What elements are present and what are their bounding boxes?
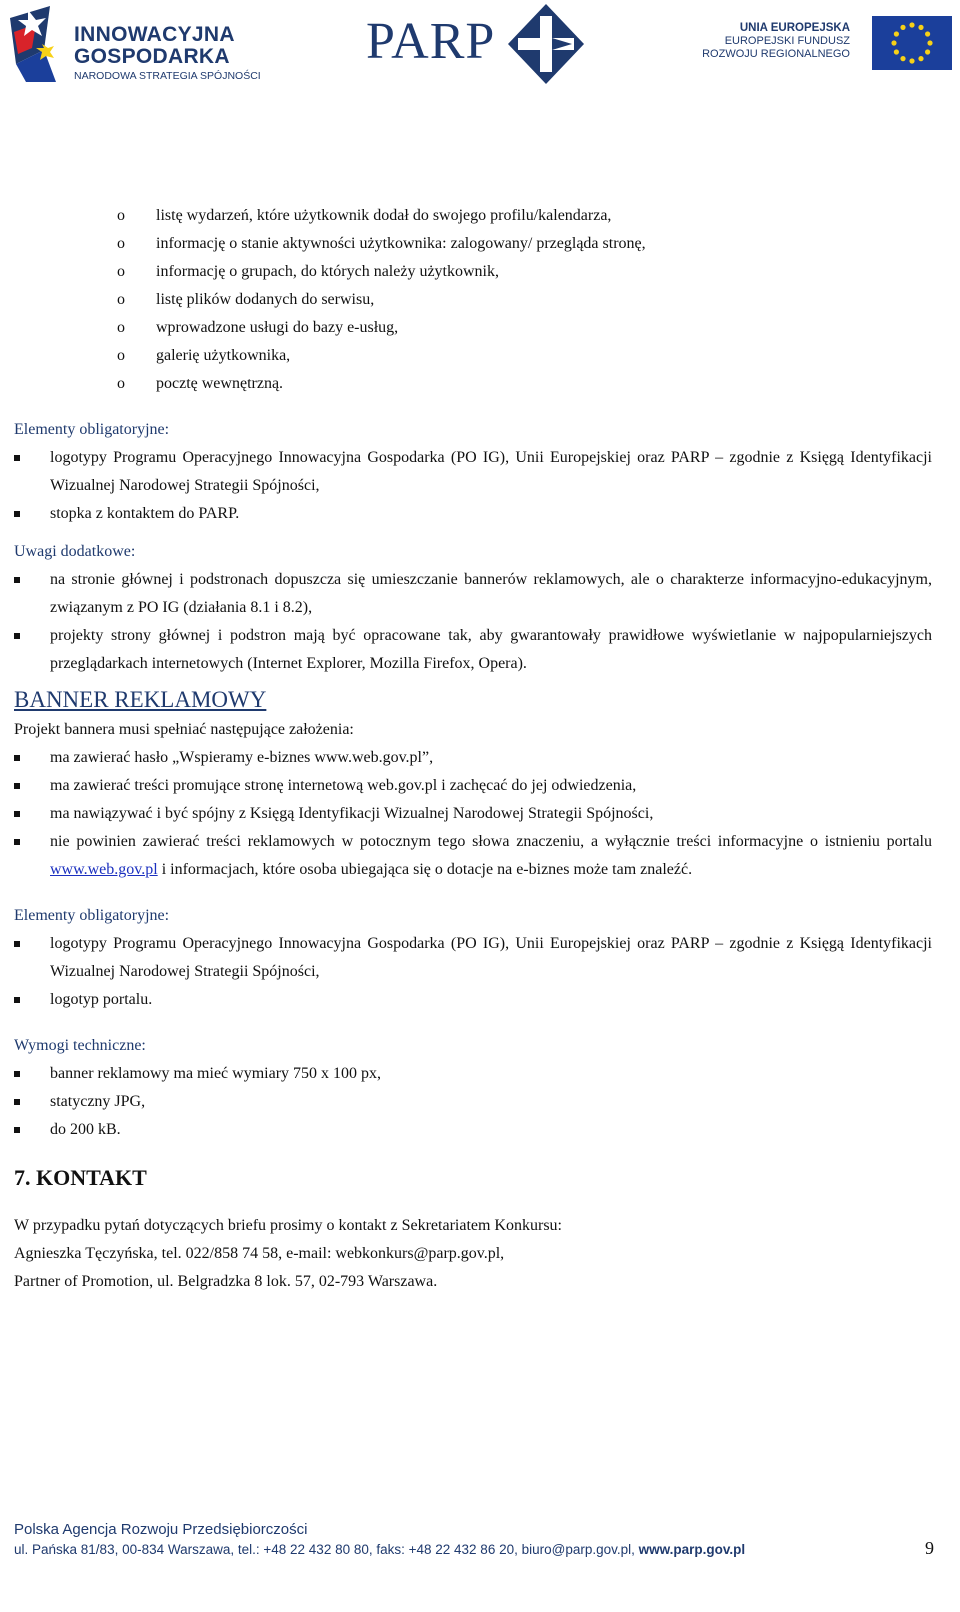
- document-body: [14, 202, 932, 1296]
- list-item: [14, 566, 932, 622]
- list-item: [14, 286, 932, 314]
- eu-logo-text: [702, 22, 850, 61]
- bullet-o-icon: o: [117, 347, 125, 364]
- list-item: [14, 1088, 932, 1116]
- list-item-text: informację o stanie aktywności użytkownika: zalogowany/ przegląda stronę,: [156, 235, 646, 252]
- list-item: [14, 930, 932, 986]
- square-bullet-icon: [14, 1099, 20, 1105]
- parp-logo: [366, 2, 606, 86]
- bullet-o-icon: o: [117, 375, 125, 392]
- list-item-text: banner reklamowy ma mieć wymiary 750 x 100 px,: [50, 1065, 382, 1082]
- eu-flag-icon: [872, 16, 952, 70]
- logo-text-line-1: INNOWACYJNA: [74, 23, 235, 46]
- innowacyjna-gospodarka-mark-icon: [6, 4, 68, 84]
- list-item-text: do 200 kB.: [50, 1121, 121, 1138]
- list-item: [14, 772, 932, 800]
- list-item: [14, 1060, 932, 1088]
- list-item: [14, 370, 932, 398]
- bullet-o-icon: o: [117, 291, 125, 308]
- list-item-text: ma zawierać treści promujące stronę internetową web.gov.pl i zachęcać do jej odwiedzenia,: [50, 777, 637, 794]
- innowacyjna-gospodarka-logo: [6, 4, 261, 84]
- banner-section-title: BANNER REKLAMOWY: [14, 687, 267, 712]
- list-item-text: logotyp portalu.: [50, 991, 153, 1008]
- footer-website: www.parp.gov.pl: [638, 1542, 746, 1557]
- eu-line-2: EUROPEJSKI FUNDUSZ: [724, 35, 850, 47]
- square-bullet-icon: [14, 997, 20, 1003]
- square-bullet-icon: [14, 839, 20, 845]
- section-heading-technical: Wymogi techniczne:: [14, 1037, 146, 1054]
- section-heading-notes: Uwagi dodatkowe:: [14, 543, 136, 560]
- eu-line-1: UNIA EUROPEJSKA: [739, 22, 850, 34]
- list-item: [14, 258, 932, 286]
- square-bullet-icon: [14, 755, 20, 761]
- list-item: [14, 444, 932, 500]
- list-item-text: projekty strony głównej i podstron mają być opracowane tak, aby gwarantowały prawidłowe wyświetlanie w najpopularniejszych przeglądarkach internetowych (Internet Explorer, Mozilla Firefox, Opera).: [50, 627, 932, 672]
- list-item: [14, 986, 932, 1014]
- contact-line: Partner of Promotion, ul. Belgradzka 8 lok. 57, 02-793 Warszawa.: [14, 1273, 438, 1290]
- contact-line: Agnieszka Tęczyńska, tel. 022/858 74 58, e-mail: webkonkurs@parp.gov.pl,: [14, 1245, 505, 1262]
- logo-text-line-3: NARODOWA STRATEGIA SPÓJNOŚCI: [74, 70, 261, 82]
- section-heading-mandatory-banner: Elementy obligatoryjne:: [14, 907, 170, 924]
- bullet-o-icon: o: [117, 263, 125, 280]
- square-bullet-icon: [14, 455, 20, 461]
- section-heading-mandatory: Elementy obligatoryjne:: [14, 421, 170, 438]
- square-bullet-icon: [14, 577, 20, 583]
- contact-section-title: 7. KONTAKT: [14, 1165, 147, 1190]
- contact-line: W przypadku pytań dotyczących briefu prosimy o kontakt z Sekretariatem Konkursu:: [14, 1217, 562, 1234]
- page-number: 9: [925, 1538, 934, 1558]
- square-bullet-icon: [14, 941, 20, 947]
- square-bullet-icon: [14, 511, 20, 517]
- list-item-text: logotypy Programu Operacyjnego Innowacyjna Gospodarka (PO IG), Unii Europejskiej oraz PARP – zgodnie z Księgą Identyfikacji Wizualnej Narodowej Strategii Spójności,: [50, 935, 932, 980]
- page-footer: [14, 1520, 944, 1560]
- parp-wordmark: PARP: [366, 13, 496, 70]
- footer-address-text: ul. Pańska 81/83, 00-834 Warszawa, tel.: +48 22 432 80 80, faks: +48 22 432 86 20, biuro@parp.gov.pl,: [14, 1542, 639, 1557]
- list-item-text: listę wydarzeń, które użytkownik dodał do swojego profilu/kalendarza,: [156, 207, 612, 224]
- page-header: [0, 0, 960, 92]
- list-item-text: logotypy Programu Operacyjnego Innowacyjna Gospodarka (PO IG), Unii Europejskiej oraz PARP – zgodnie z Księgą Identyfikacji Wizualnej Narodowej Strategii Spójności,: [50, 449, 932, 494]
- list-item-text: wprowadzone usługi do bazy e-usług,: [156, 319, 399, 336]
- list-item-text: listę plików dodanych do serwisu,: [156, 291, 375, 308]
- banner-intro: Projekt bannera musi spełniać następujące założenia:: [14, 721, 354, 738]
- footer-organization: Polska Agencja Rozwoju Przedsiębiorczości: [14, 1521, 308, 1538]
- list-item: [14, 342, 932, 370]
- square-bullet-icon: [14, 1071, 20, 1077]
- list-item: [14, 314, 932, 342]
- list-item-text: ma zawierać hasło „Wspieramy e-biznes www.web.gov.pl”,: [50, 749, 434, 766]
- parp-diamond-icon: [506, 2, 586, 86]
- list-item: [14, 744, 932, 772]
- list-item-text: pocztę wewnętrzną.: [156, 375, 284, 392]
- list-item-text: [50, 828, 932, 884]
- bullet-o-icon: o: [117, 207, 125, 224]
- list-item: [14, 230, 932, 258]
- list-item: [14, 500, 932, 528]
- list-item: [14, 828, 932, 884]
- eu-line-3: ROZWOJU REGIONALNEGO: [702, 48, 850, 60]
- list-item-text-part: i informacjach, które osoba ubiegająca się o dotacje na e-biznes może tam znaleźć.: [157, 861, 693, 878]
- list-item: [14, 202, 932, 230]
- square-bullet-icon: [14, 633, 20, 639]
- list-item-text: galerię użytkownika,: [156, 347, 291, 364]
- portal-link[interactable]: www.web.gov.pl: [50, 861, 158, 878]
- list-item-text: na stronie głównej i podstronach dopuszcza się umieszczanie bannerów reklamowych, ale o charakterze informacyjno-edukacyjnym, związanym z PO IG (działania 8.1 i 8.2),: [50, 571, 932, 616]
- bullet-o-icon: o: [117, 319, 125, 336]
- list-item: [14, 622, 932, 678]
- list-item-text: statyczny JPG,: [50, 1093, 146, 1110]
- footer-address: [14, 1540, 944, 1560]
- square-bullet-icon: [14, 783, 20, 789]
- sub-list: [14, 202, 932, 398]
- bullet-o-icon: o: [117, 235, 125, 252]
- eu-logo: [700, 14, 960, 76]
- list-item-text: informację o grupach, do których należy użytkownik,: [156, 263, 499, 280]
- list-item: [14, 800, 932, 828]
- list-item-text: ma nawiązywać i być spójny z Księgą Identyfikacji Wizualnej Narodowej Strategii Spójności,: [50, 805, 654, 822]
- square-bullet-icon: [14, 811, 20, 817]
- logo-text-line-2: GOSPODARKA: [74, 45, 230, 68]
- list-item: [14, 1116, 932, 1144]
- list-item-text-part: nie powinien zawierać treści reklamowych w potocznym tego słowa znaczeniu, a wyłącznie treści informacyjne o istnieniu portalu: [50, 833, 932, 850]
- square-bullet-icon: [14, 1127, 20, 1133]
- list-item-text: stopka z kontaktem do PARP.: [50, 505, 240, 522]
